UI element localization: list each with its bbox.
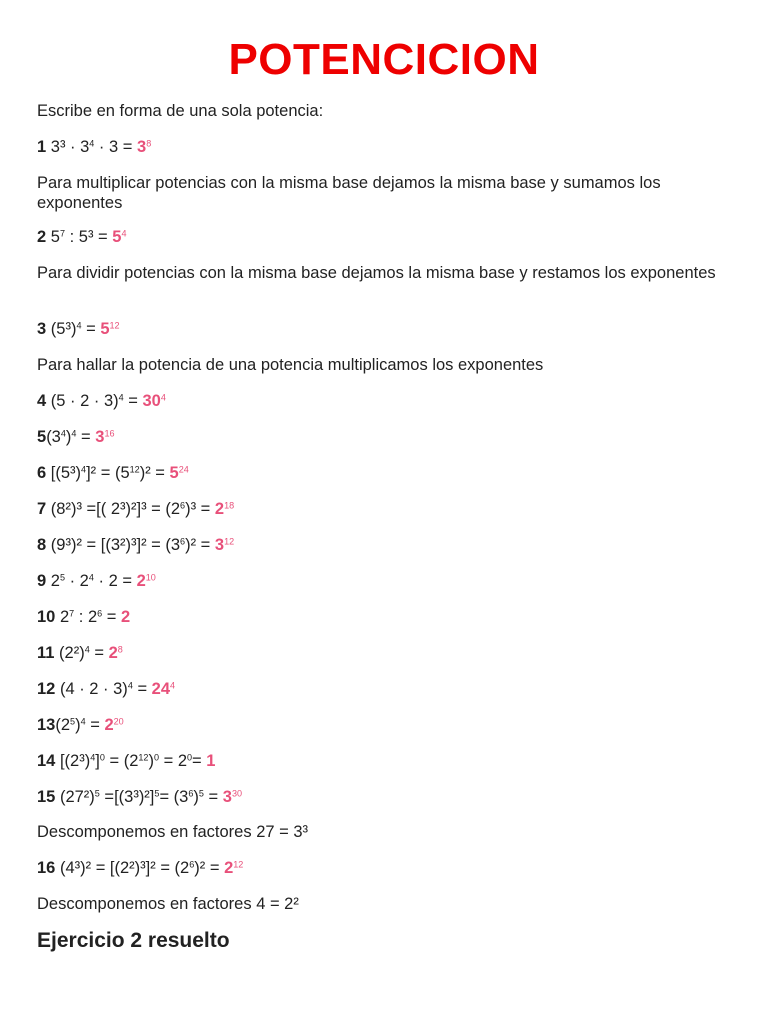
answer [215,536,234,554]
expression-text: ) [75,716,81,734]
exercise-line [37,571,737,591]
answer [121,608,130,626]
exponent: 12 [233,859,244,870]
exponent: 16 [104,428,115,439]
expression-text: 3 [222,788,232,806]
expression-text: 2 [59,608,70,626]
exponent: 4 [160,392,166,403]
answer [95,428,114,446]
exercise-number: 12 [37,680,56,698]
exercise-number: 11 [37,644,55,662]
exponent: 4 [90,752,96,763]
answer [109,644,123,662]
expression-text: 1 [206,752,216,770]
exponent: 0 [153,752,160,763]
expression-text: = [81,320,101,338]
exponent: 6 [188,788,194,799]
expression-text: ]² = (5 [86,464,130,482]
exercise-line [37,499,737,519]
answer [206,752,215,770]
exercise-number: 7 [37,500,47,518]
answer [137,572,156,590]
expression-text: 2 [214,500,225,518]
expression-text: 3 [214,536,225,554]
expression-text: [(5³) [50,464,82,482]
expression-text: = (2 [104,752,139,770]
page-title: POTENCICION [228,35,540,84]
exponent: 8 [146,138,152,149]
exponent: 6 [189,859,195,870]
expression-text: = [203,788,223,806]
exponent: 8 [117,644,123,655]
expression-text: (4³)² = [(2²)³]² = (2 [59,859,190,877]
expression-text: 5 [100,320,110,338]
exponent: 4 [118,392,124,403]
expression-text: 2 [108,644,118,662]
exponent: 7 [59,228,66,239]
exercise-line [37,643,737,663]
expression-text: · 2 [65,572,89,590]
expression-text: ) [193,788,199,806]
exercise-line [37,751,737,771]
expression-text: )² = [139,464,170,482]
exercise-number: 9 [37,572,47,590]
exercise-line [37,535,737,555]
exercise-line [37,715,737,735]
exponent: 6 [180,536,186,547]
exercise-line [37,137,737,157]
exercise-number: 10 [37,608,56,626]
expression-text: ) [148,752,154,770]
expression-text: 5 [50,228,60,246]
expression-text: =[(3³)²] [99,788,155,806]
exercise-number: 16 [37,859,56,877]
expression-text: ) [65,428,72,446]
expression-text: : 5³ = [65,228,113,246]
expression-text: 2 [224,859,234,877]
answer [152,680,175,698]
exponent: 4 [84,644,90,655]
exponent: 12 [224,536,235,547]
exponent: 6 [97,608,103,619]
exponent: 4 [88,572,94,583]
expression-text: 5 [169,464,179,482]
answer [112,228,126,246]
exercise-number: 6 [37,464,47,482]
exponent: 12 [109,320,120,331]
exponent: 5 [94,788,100,799]
exponent: 24 [178,464,189,475]
exponent: 6 [180,500,186,511]
expression-text: 2 [104,716,114,734]
exponent: 4 [127,680,133,691]
exponent: 5 [198,788,204,799]
explanation-text: Para dividir potencias con la misma base dejamos la misma base y restamos los exponentes [37,264,716,282]
exponent: 4 [89,138,95,149]
expression-text: : 2 [74,608,98,626]
exercise-line [37,227,737,247]
expression-text: 24 [151,680,171,698]
exponent: 5 [59,572,66,583]
answer [104,716,123,734]
exponent: 4 [76,320,82,331]
expression-text: 3 [95,428,105,446]
exercise-number: 1 [37,138,47,156]
expression-text: (8²)³ =[( 2³)²]³ = (2 [50,500,181,518]
exponent: 5 [70,716,76,727]
expression-text: · 2 = [93,572,137,590]
exercise-number: 13 [37,716,56,734]
expression-text: (5³) [50,320,77,338]
expression-text: 2 [50,572,60,590]
expression-text: 30 [142,392,161,410]
explanation-text: Descomponemos en factores 4 = 2² [37,895,299,913]
expression-text: ] [95,752,100,770]
exponent: 4 [121,228,127,239]
exponent: 4 [170,680,176,691]
expression-text: (5 · 2 · 3) [50,392,119,410]
answer [223,788,242,806]
exponent: 4 [60,428,66,439]
expression-text: = 2 [159,752,187,770]
expression-text: = [89,644,109,662]
answer [215,500,234,518]
expression-text: = [192,752,207,770]
exponent: 10 [145,572,156,583]
expression-text: 2 [136,572,146,590]
expression-text: (3 [46,428,61,446]
answer [224,859,243,877]
exponent: 30 [231,788,243,799]
exercise-line [37,787,737,807]
expression-text: (9³)² = [(3²)³]² = (3 [50,536,181,554]
exercise-line [37,427,737,447]
exponent: 12 [138,752,149,763]
expression-text: 2 [120,608,131,626]
answer [170,464,189,482]
expression-text: (27²) [59,788,95,806]
exponent: 4 [80,716,86,727]
exercise-number: 8 [37,536,47,554]
exponent: 0 [187,752,193,763]
exercise-line [37,607,737,627]
expression-text: = [85,716,105,734]
exercise-line [37,679,737,699]
answer [137,138,151,156]
exponent: 7 [69,608,75,619]
exponent: 4 [81,464,87,475]
exercise-number: 3 [37,320,47,338]
exercise-number: 5 [37,428,47,446]
exercise-number: 15 [37,788,56,806]
exercise-line [37,391,737,411]
expression-text: = [102,608,121,626]
expression-text: = [123,392,143,410]
exponent: 20 [113,716,124,727]
intro-text: Escribe en forma de una sola potencia: [37,102,324,120]
exercise-number: 4 [37,392,47,410]
exponent: 4 [71,428,77,439]
exercise-line [37,319,737,339]
expression-text: · 3 = [94,138,137,156]
expression-text: )² = [185,536,215,554]
explanation-text: Descomponemos en factores 27 = 3³ [37,823,309,841]
expression-text: = [132,680,152,698]
answer [143,392,166,410]
exercise-number: 14 [37,752,56,770]
expression-text: 3³ · 3 [50,138,90,156]
explanation-text: Para multiplicar potencias con la misma base dejamos la misma base y sumamos los exponentes [37,174,661,212]
expression-text: (4 · 2 · 3) [59,680,128,698]
expression-text: 3 [137,138,147,156]
section-heading: Ejercicio 2 resuelto [37,929,230,952]
expression-text: 5 [112,228,122,246]
exercise-number: 2 [37,228,47,246]
expression-text: (2²) [59,644,85,662]
expression-text: = (3 [159,788,189,806]
exercise-line [37,858,737,878]
expression-text: [(2³) [59,752,91,770]
exponent: 18 [224,500,235,511]
answer [100,320,119,338]
explanation-text: Para hallar la potencia de una potencia multiplicamos los exponentes [37,356,544,374]
expression-text: = [76,428,96,446]
exercise-line [37,463,737,483]
exponent: 0 [99,752,105,763]
expression-text: )² = [194,859,225,877]
exponent: 12 [129,464,140,475]
expression-text: )³ = [185,500,215,518]
expression-text: (2 [55,716,71,734]
exponent: 5 [154,788,160,799]
